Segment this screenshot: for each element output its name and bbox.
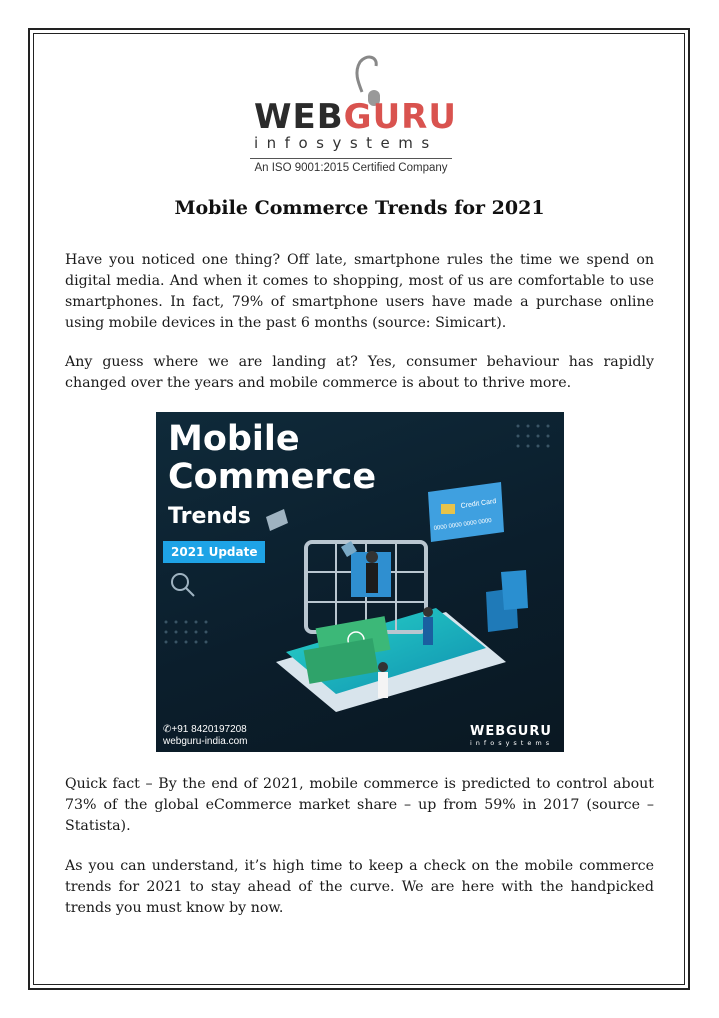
update-badge: 2021 Update: [163, 541, 265, 563]
logo-wordmark: [254, 97, 457, 137]
banner-line-3: Trends: [168, 504, 251, 529]
banner-logo-sub: infosystems: [470, 739, 554, 747]
paragraph-conclusion: As you can understand, it’s high time to keep a check on the mobile commerce trends for 2021 to stay ahead of the curve. We are here with the handpicked trends you must know by now.: [65, 858, 654, 916]
banner-line-2: Commerce: [168, 457, 377, 497]
company-logo: [250, 52, 455, 182]
banner-headline: [168, 420, 376, 496]
banner-logo-brand: WEBGURU: [470, 724, 552, 739]
paragraph-intro: Have you noticed one thing? Off late, smartphone rules the time we spend on digital media. And when it comes to shopping, most of us are comfortable to use smartphones. In fact, 79% of smartphone users have made a purchase online using mobile devices in the past 6 months (source: Simicart).: [65, 252, 654, 331]
logo-brand-guru: GURU: [343, 97, 457, 137]
card-label: Credit Card: [460, 498, 497, 510]
banner-logo: [470, 724, 553, 747]
paragraph-behaviour: Any guess where we are landing at? Yes, consumer behaviour has rapidly changed over the years and mobile commerce is about to thrive more.: [65, 354, 654, 391]
page-title: Mobile Commerce Trends for 2021: [174, 197, 545, 219]
paragraph-quick-fact: Quick fact – By the end of 2021, mobile commerce is predicted to control about 73% of the global eCommerce market share – up from 59% in 2017 (source – Statista).: [65, 776, 654, 834]
banner-contact: [163, 724, 248, 748]
card-number: 0000 0000 0000 0000: [433, 517, 493, 532]
logo-brand-web: WEB: [254, 97, 344, 137]
logo-subtitle: infosystems: [254, 134, 438, 152]
logo-divider: [250, 158, 452, 159]
certification-text: An ISO 9001:2015 Certified Company: [254, 162, 448, 174]
banner-website: webguru-india.com: [163, 736, 248, 747]
banner-line-1: Mobile: [168, 419, 300, 459]
banner-phone: +91 8420197208: [171, 724, 247, 735]
mcommerce-banner-image: [156, 412, 564, 752]
whatsapp-icon: ✆: [163, 724, 172, 735]
